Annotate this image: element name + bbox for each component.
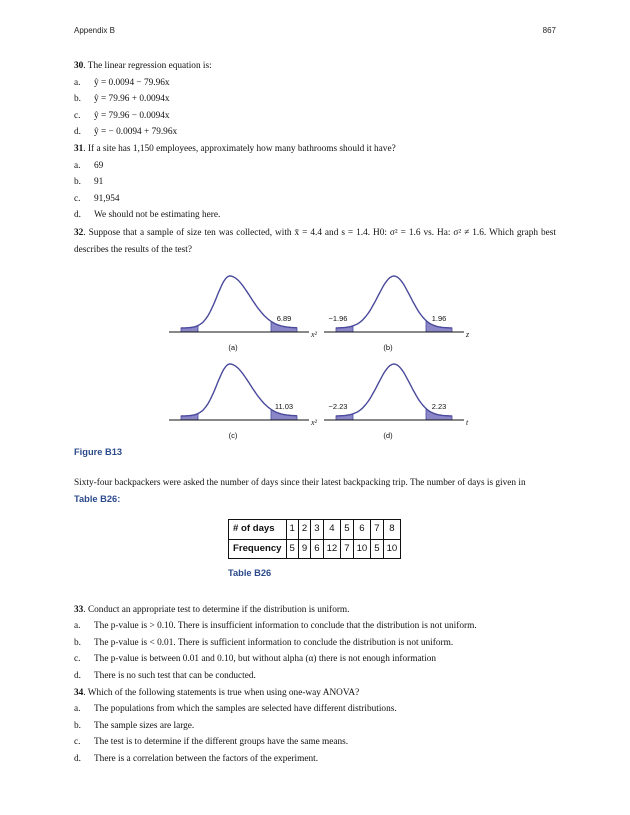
axis-label: z bbox=[466, 330, 470, 340]
axis-label: x² bbox=[311, 418, 317, 428]
option-text: 69 bbox=[94, 160, 104, 171]
table-row bbox=[229, 539, 401, 559]
paragraph-text: Sixty-four backpackers were asked the number of days since their latest backpacking trip. The number of days is given in bbox=[74, 477, 526, 488]
option-letter: b. bbox=[74, 637, 81, 648]
critical-value-right: 6.89 bbox=[276, 314, 292, 324]
page-number: 867 bbox=[542, 26, 556, 35]
q30-options bbox=[74, 75, 556, 141]
option-text: The populations from which the samples are selected have different distributions. bbox=[94, 704, 397, 715]
table-cell: 9 bbox=[298, 539, 310, 559]
question-30 bbox=[74, 58, 556, 75]
table-cell: 3 bbox=[311, 519, 323, 539]
distribution-graphs bbox=[74, 264, 556, 444]
option-b bbox=[74, 174, 556, 191]
table-cell: 4 bbox=[323, 519, 341, 539]
critical-value-right: 2.23 bbox=[431, 402, 447, 412]
table-cell: 5 bbox=[341, 519, 353, 539]
q31-options bbox=[74, 158, 556, 224]
question-text: . Which of the following statements is true when using one-way ANOVA? bbox=[83, 687, 360, 698]
option-text: ŷ = 79.96 + 0.0094x bbox=[94, 94, 170, 105]
panel-label: (b) bbox=[383, 343, 393, 353]
option-c bbox=[74, 651, 556, 668]
option-letter: b. bbox=[74, 720, 81, 731]
question-34 bbox=[74, 685, 556, 702]
question-text: . The linear regression equation is: bbox=[83, 61, 212, 71]
table-cell: 2 bbox=[298, 519, 310, 539]
table-cell: 8 bbox=[383, 519, 401, 539]
option-d bbox=[74, 124, 556, 141]
option-b bbox=[74, 91, 556, 108]
option-a bbox=[74, 75, 556, 92]
row-header: Frequency bbox=[229, 539, 287, 559]
option-a bbox=[74, 158, 556, 175]
panel-label: (d) bbox=[383, 431, 393, 441]
panel-label: (a) bbox=[228, 343, 238, 353]
table-row bbox=[229, 519, 401, 539]
table-cell: 1 bbox=[286, 519, 298, 539]
option-letter: a. bbox=[74, 704, 81, 715]
option-letter: c. bbox=[74, 193, 81, 204]
option-a bbox=[74, 701, 556, 718]
question-text: . If a site has 1,150 employees, approximately how many bathrooms should it have? bbox=[83, 143, 396, 154]
option-text: There is no such test that can be conducted. bbox=[94, 671, 256, 682]
option-a bbox=[74, 618, 556, 635]
option-text: ŷ = − 0.0094 + 79.96x bbox=[94, 127, 178, 138]
table-cell: 5 bbox=[371, 539, 383, 559]
table-cell: 6 bbox=[311, 539, 323, 559]
option-text: The p-value is between 0.01 and 0.10, but without alpha (α) there is not enough information bbox=[94, 654, 437, 665]
option-letter: c. bbox=[74, 654, 81, 665]
table-cell: 6 bbox=[353, 519, 371, 539]
question-number: 31 bbox=[74, 143, 84, 154]
option-text: The p-value is > 0.10. There is insufficient information to conclude that the distribution is not uniform. bbox=[94, 621, 477, 632]
question-text: . Conduct an appropriate test to determine if the distribution is uniform. bbox=[83, 604, 350, 615]
option-text: The p-value is < 0.01. There is sufficient information to conclude the distribution is not uniform. bbox=[94, 637, 454, 648]
option-d bbox=[74, 668, 556, 685]
table-cell: 7 bbox=[371, 519, 383, 539]
question-number: 32 bbox=[74, 227, 84, 238]
question-number: 30 bbox=[74, 61, 84, 71]
option-letter: a. bbox=[74, 160, 81, 171]
backpacker-paragraph bbox=[74, 475, 556, 509]
critical-value-right: 11.03 bbox=[274, 402, 294, 412]
option-letter: c. bbox=[74, 737, 81, 748]
critical-value-right: 1.96 bbox=[431, 314, 447, 324]
option-letter: b. bbox=[74, 177, 81, 188]
question-32 bbox=[74, 225, 556, 258]
option-b bbox=[74, 635, 556, 652]
option-letter: d. bbox=[74, 754, 81, 765]
option-text: There is a correlation between the factors of the experiment. bbox=[94, 754, 319, 765]
option-text: 91 bbox=[94, 177, 104, 188]
axis-label: t bbox=[466, 418, 469, 428]
table-cell: 12 bbox=[323, 539, 341, 559]
running-header: Appendix B bbox=[74, 26, 115, 35]
figure-caption: Figure B13 bbox=[74, 447, 123, 458]
option-c bbox=[74, 108, 556, 125]
q34-options bbox=[74, 701, 556, 767]
option-c bbox=[74, 734, 556, 751]
option-letter: b. bbox=[74, 94, 81, 105]
table-cell: 10 bbox=[353, 539, 371, 559]
option-text: 91,954 bbox=[94, 193, 120, 204]
option-d bbox=[74, 751, 556, 768]
q33-options bbox=[74, 618, 556, 684]
option-letter: d. bbox=[74, 127, 81, 138]
table-cell: 5 bbox=[286, 539, 298, 559]
table-caption: Table B26 bbox=[228, 568, 272, 579]
option-text: ŷ = 0.0094 − 79.96x bbox=[94, 77, 170, 88]
option-text: ŷ = 79.96 − 0.0094x bbox=[94, 110, 170, 121]
option-text: We should not be estimating here. bbox=[94, 210, 221, 221]
axis-label: x² bbox=[311, 330, 317, 340]
question-number: 34 bbox=[74, 687, 84, 698]
question-text: . Suppose that a sample of size ten was collected, with x̄ = 4.4 and s = 1.4. H0: σ² = 1.6 vs. Ha: σ² ≠ 1.6. Which graph best describes the results of the test? bbox=[74, 227, 556, 255]
page-content bbox=[74, 58, 556, 768]
table-link[interactable]: Table B26: bbox=[74, 494, 121, 505]
option-b bbox=[74, 718, 556, 735]
option-letter: d. bbox=[74, 210, 81, 221]
option-letter: c. bbox=[74, 110, 81, 121]
option-text: The test is to determine if the different groups have the same means. bbox=[94, 737, 349, 748]
option-text: The sample sizes are large. bbox=[94, 720, 195, 731]
table-cell: 7 bbox=[341, 539, 353, 559]
table-cell: 10 bbox=[383, 539, 401, 559]
critical-value-left: −1.96 bbox=[328, 314, 348, 324]
option-letter: a. bbox=[74, 621, 81, 632]
option-letter: a. bbox=[74, 77, 81, 88]
question-number: 33 bbox=[74, 604, 84, 615]
option-d bbox=[74, 207, 556, 224]
critical-value-left: −2.23 bbox=[328, 402, 348, 412]
question-33 bbox=[74, 602, 556, 619]
option-c bbox=[74, 191, 556, 208]
option-letter: d. bbox=[74, 671, 81, 682]
row-header: # of days bbox=[229, 519, 287, 539]
figure-b13 bbox=[74, 264, 556, 444]
panel-label: (c) bbox=[228, 431, 238, 441]
question-31 bbox=[74, 141, 556, 158]
frequency-table bbox=[228, 519, 401, 559]
